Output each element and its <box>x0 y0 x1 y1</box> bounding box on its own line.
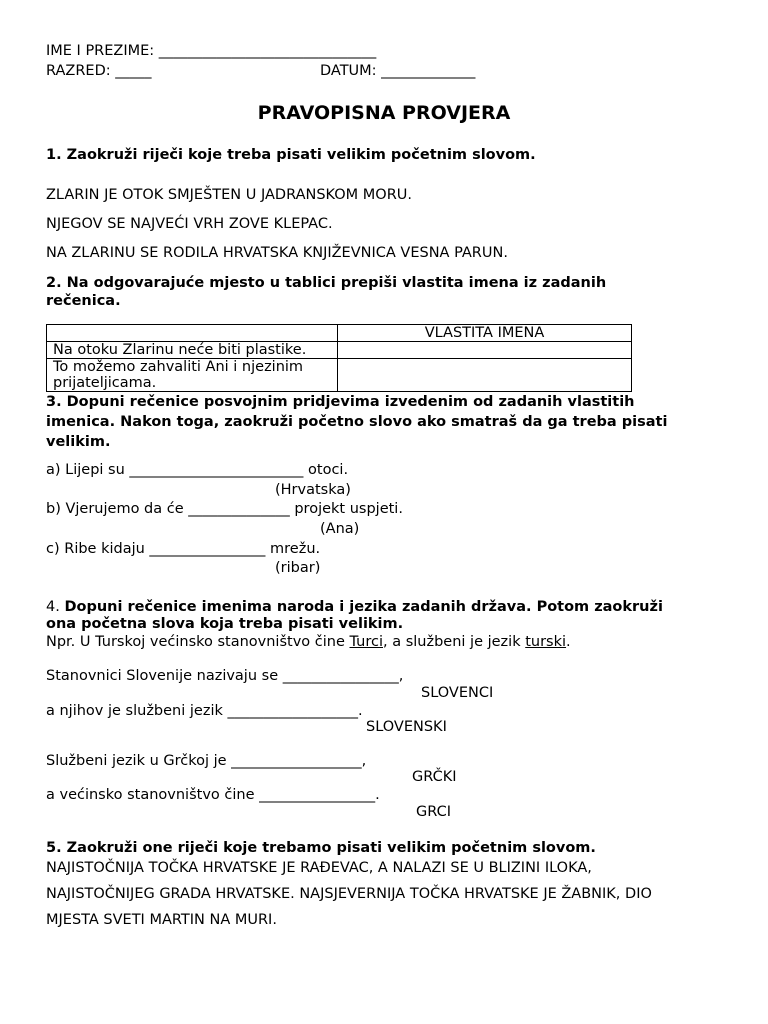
table-header-row <box>47 325 632 342</box>
task5-heading: 5. Zaokruži one riječi koje trebamo pisati velikim početnim slovom. <box>46 840 596 856</box>
date-line: DATUM: _____________ <box>320 63 476 79</box>
table-header-cell: VLASTITA IMENA <box>338 325 632 342</box>
task4-line: Službeni jezik u Grčkoj je __________________, <box>46 753 367 769</box>
name-line: IME I PREZIME: ______________________________ <box>46 43 377 59</box>
table-cell-answer[interactable] <box>338 359 632 392</box>
task3-heading: imenica. Nakon toga, zaokruži početno slovo ako smatraš da ga treba pisati <box>46 414 668 430</box>
example-text: , a službeni je jezik <box>383 634 526 650</box>
task3-line-a: a) Lijepi su ________________________ otoci. <box>46 462 349 478</box>
task4-line: a većinsko stanovništvo čine ________________. <box>46 787 380 803</box>
task4-hint: GRCI <box>416 804 451 820</box>
task1-sentence: NA ZLARINU SE RODILA HRVATSKA KNJIŽEVNICA VESNA PARUN. <box>46 245 508 261</box>
table-row <box>47 342 632 359</box>
example-word: Turci <box>349 634 383 650</box>
task5-line: MJESTA SVETI MARTIN NA MURI. <box>46 912 277 928</box>
task4-hint: GRČKI <box>412 769 457 785</box>
task3-heading: velikim. <box>46 434 111 450</box>
table-cell-sentence: Na otoku Zlarinu neće biti plastike. <box>47 342 338 359</box>
task4-heading-text: Dopuni rečenice imenima naroda i jezika zadanih država. Potom zaokruži <box>64 599 663 615</box>
task4-hint: SLOVENCI <box>421 685 494 701</box>
task4-heading: ona početna slova koja treba pisati velikim. <box>46 616 404 632</box>
example-word: turski <box>525 634 567 650</box>
task4-hint: SLOVENSKI <box>366 719 447 735</box>
class-line: RAZRED: _____ <box>46 63 152 79</box>
task3-hint-c: (ribar) <box>275 560 321 576</box>
table-cell-answer[interactable] <box>338 342 632 359</box>
task5-line: NAJISTOČNIJA TOČKA HRVATSKE JE RAĐEVAC, A NALAZI SE U BLIZINI ILOKA, <box>46 860 592 876</box>
proper-names-table <box>46 324 632 392</box>
task3-line-b: b) Vjerujemo da će ______________ projekt uspjeti. <box>46 501 403 517</box>
task1-sentence: ZLARIN JE OTOK SMJEŠTEN U JADRANSKOM MORU. <box>46 187 413 203</box>
task4-example <box>46 634 571 650</box>
task3-heading: 3. Dopuni rečenice posvojnim pridjevima izvedenim od zadanih vlastitih <box>46 394 635 410</box>
task5-line: NAJISTOČNIJEG GRADA HRVATSKE. NAJSJEVERNIJA TOČKA HRVATSKE JE ŽABNIK, DIO <box>46 886 652 902</box>
task2-heading: rečenica. <box>46 293 121 309</box>
task4-heading <box>46 599 663 615</box>
table-row <box>47 359 632 392</box>
task3-hint-a: (Hrvatska) <box>275 482 351 498</box>
task4-number: 4. <box>46 599 60 615</box>
example-text: Npr. U Turskoj većinsko stanovništvo čine <box>46 634 350 650</box>
task1-heading: 1. Zaokruži riječi koje treba pisati velikim početnim slovom. <box>46 147 536 163</box>
task3-hint-b: (Ana) <box>320 521 360 537</box>
task4-line: Stanovnici Slovenije nazivaju se ________________, <box>46 668 404 684</box>
table-header-cell-empty <box>47 325 338 342</box>
example-text: . <box>566 634 571 650</box>
task1-sentence: NJEGOV SE NAJVEĆI VRH ZOVE KLEPAC. <box>46 216 333 232</box>
table-cell-sentence: To možemo zahvaliti Ani i njezinim prijateljicama. <box>47 359 338 392</box>
task2-heading: 2. Na odgovarajuće mjesto u tablici prepiši vlastita imena iz zadanih <box>46 275 607 291</box>
page-title: PRAVOPISNA PROVJERA <box>257 102 511 124</box>
task3-line-c: c) Ribe kidaju ________________ mrežu. <box>46 541 321 557</box>
task4-line: a njihov je službeni jezik __________________. <box>46 703 363 719</box>
